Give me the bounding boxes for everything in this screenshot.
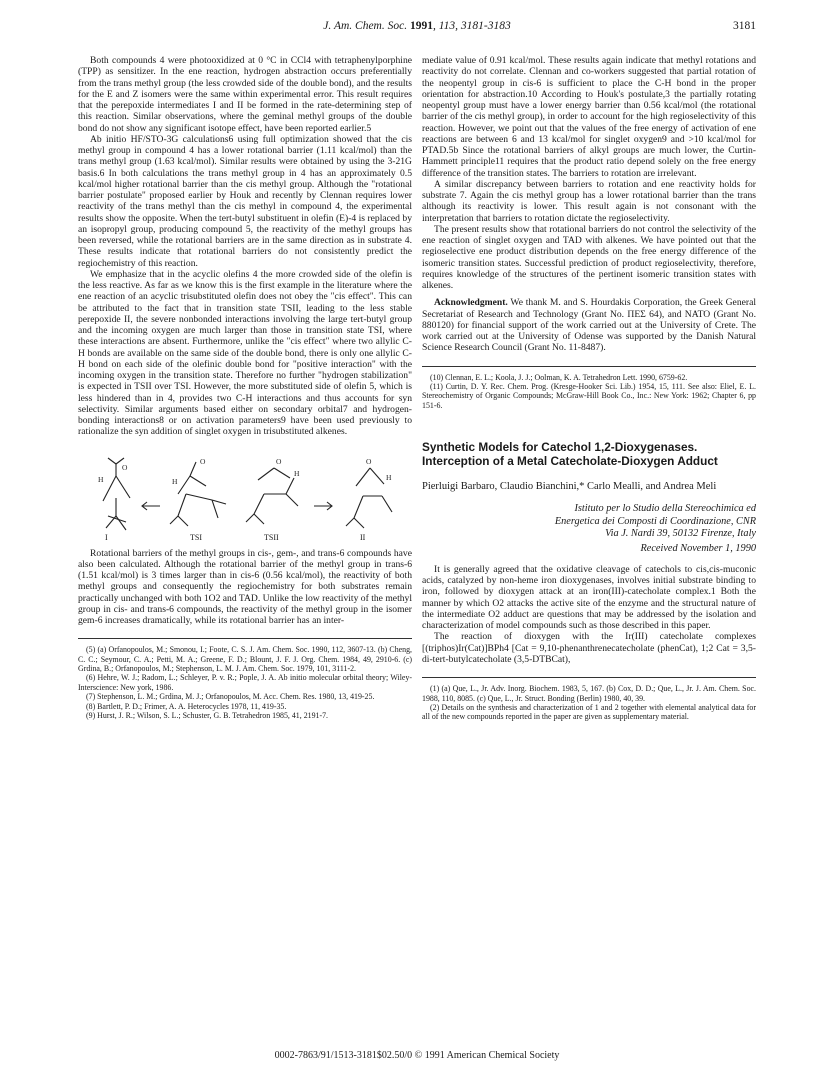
footnote: (11) Curtin, D. Y. Rec. Chem. Prog. (Kresge-Hooker Sci. Lib.) 1954, 15, 111. See also: Eliel, E. L. Stereochemistry of Organic Compounds; McGraw-Hill Book Co., Inc.: New York: 1962; Chapter 6, pp 151-6. [422,381,756,410]
acknowledgment-text: We thank M. and S. Hourdakis Corporation, the Greek General Secretariat of Research and Technology (Grant No. ΠΕΣ 64), and NATO (Grant No. 880120) for financial support of the work carried out at the University of Crete. The work carried out at the University of Odense was supported by the Danish Natural Science Research Council (Grant No. 11-8487). [422,297,756,354]
journal-volume-pages: , 113, 3181-3183 [432,20,511,32]
scheme-label: II [360,532,366,542]
page-number: 3181 [733,20,756,32]
right-column [422,55,756,722]
svg-text:H: H [294,468,300,478]
svg-text:O: O [200,456,206,466]
paragraph: Ab initio HF/STO-3G calculations6 using full optimization showed that the cis methyl group in compound 4 has a lower rotational barrier (1.11 kcal/mol) than the trans methyl group (1.63 kcal/mol). Similar results were obtained by using the 3-21G basis.6 In both calculations the trans methyl group in 4 has an approximately 0.5 kcal/mol higher rotational barrier than the cis methyl group. Although the "rotational barrier postulate" proposed earlier by Houk and recently by Clennan requires lower reactivity of the trans methyl than the cis methyl in compound 4, the experimental results show the opposite. When the tert-butyl substituent in olefin (E)-4 is replaced by an isopropyl group, producing compound 5, the reactivity of the methyl groups has been reversed, while the rotational barriers are in the same direction as in substrate 4. These results indicate that rotational barriers do not consistently predict the regiochemistry of this reaction. [78,133,412,269]
reaction-scheme [78,446,412,542]
svg-text:O: O [366,456,372,466]
paragraph: The present results show that rotational barriers do not control the selectivity of the ene reaction of singlet oxygen and TAD with alkenes. We have pointed out that the regioselective ene product distribution depends on the free energy difference of the isomeric transition states. Successful prediction of product regioselectivity, therefore, requires knowledge of the structures of the pertinent isomeric transition states with alkenes. [422,223,756,291]
article-affiliation [422,503,756,541]
acknowledgment [422,297,756,353]
svg-text:H: H [172,476,178,486]
svg-text:H: H [386,472,392,482]
journal-name: J. Am. Chem. Soc. [323,20,408,32]
paragraph: Rotational barriers of the methyl groups in cis-, gem-, and trans-6 compounds have also been calculated. Although the rotational barrier of the methyl group in trans-6 (1.51 kcal/mol) is 3 times larger than in cis-6 (0.56 kcal/mol), the reactivity of both methyl groups and consequently the regiochemistry for both substrates remain practically unchanged with both 1O2 and TAD. Unlike the low reactivity of the methyl group in cis- and trans-6 compounds, the reactivity of the methyl group in the isomer gem-6 increases dramatically, while its rotational barrier has an inter- [78,547,412,626]
scheme-label: TSII [264,532,279,542]
footnote: (5) (a) Orfanopoulos, M.; Smonou, I.; Foote, C. S. J. Am. Chem. Soc. 1990, 112, 3607-13. (b) Cheng, C. C.; Seymour, C. A.; Petti, M. A.; Greene, F. D.; Blount, J. F. J. Org. Chem. 1984, 49, 2910-6. (c) Grdina, B.; Orfanopoulos, M.; Stephenson, L. M. J. Am. Chem. Soc. 1979, 101, 3111-2. [78,645,412,674]
scheme-label: I [105,532,108,542]
acknowledgment-label: Acknowledgment. [434,297,508,309]
footnote: (7) Stephenson, L. M.; Grdina, M. J.; Orfanopoulos, M. Acc. Chem. Res. 1980, 13, 419-25. [86,692,375,702]
page-footer: 0002-7863/91/1513-3181$02.50/0 © 1991 American Chemical Society [274,1050,560,1061]
svg-text:O: O [122,462,128,472]
paragraph: The reaction of dioxygen with the Ir(III) catecholate complexes [(triphos)Ir(Cat)]BPh4 [Cat = 9,10-phenanthrenecatecholate (phenCat), 1;2 Cat = 3,5-di-tert-butylcatecholate (3,5-DTBCat), [422,631,756,665]
paragraph: A similar discrepancy between barriers to rotation and ene reactivity holds for substrate 7. Again the cis methyl group has a lower rotational barrier than the trans although its reactivity is lower. This result again is not consonant with the interpretation that barriers to rotation dictate the regioselectivity. [422,178,756,224]
article-authors: Pierluigi Barbaro, Claudio Bianchini,* Carlo Mealli, and Andrea Meli [422,481,717,493]
paragraph: We emphasize that in the acyclic olefins 4 the more crowded side of the olefin is the less reactive. As far as we know this is the first example in the literature where the ene reaction of an acyclic trisubstituted olefin does not obey the "cis effect". This can be attributed to the fact that in transition state TSII, leading to the less stable perepoxide II, the severe nonbonded interactions involving the large tert-butyl group and the incoming oxygen are much larger than those in transition state TSI, where these interactions are absent. Furthermore, unlike the "cis effect" where two allylic C-H bonds are available on the same side of the double bond, there is only one allylic C-H bond on each side of the olefinic double bond for "positive interaction" with the incoming oxygen in the transition state. Therefore no further "hydrogen stabilization" is expected in TSII over TSI. However, the more substituted side of olefin 5, which is less hindered than in 4, provides two C-H interactions and thus accounts for syn selectivity. Similar arguments based either on secondary orbital7 and hydrogen-bonding interactions8 or on activation parameters9 have been used previously to rationalize the syn addition of singlet oxygen in trisubstituted alkenes. [78,268,412,438]
footnote: (2) Details on the synthesis and characterization of 1 and 2 together with elemental analytical data for all of the new compounds reported in the paper are given as supplementary material. [422,702,756,722]
footnote: (9) Hurst, J. R.; Wilson, S. L.; Schuster, G. B. Tetrahedron 1985, 41, 2191-7. [86,711,329,721]
scheme-label: TSI [190,532,202,542]
affiliation-line: Via J. Nardi 39, 50132 Firenze, Italy [605,528,756,540]
paragraph: It is generally agreed that the oxidative cleavage of catechols to cis,cis-muconic acids, catalyzed by non-heme iron dioxygenases, involves initial substrate binding to iron, followed by dioxygen attack at an iron(III)-catecholate complex.1 Both the manner by which O2 attacks the active site of the enzyme and the structural nature of the intermediate O2 adduct are questions that may be addressed by the isolation and characterization of model compounds such as those described in this paper. [422,563,756,632]
svg-text:O: O [276,456,282,466]
paragraph: mediate value of 0.91 kcal/mol. These results again indicate that methyl rotations and reactivity do not correlate. Clennan and co-workers suggested that partial rotation of the neopentyl group in cis-6 is sufficient to place the C-H bond in the proper orientation for abstraction.10 According to Houk's postulate,3 the partially rotating neopentyl group must have a lower energy barrier than 0.56 kcal/mol (the rotational barrier of the cis methyl group), in order to account for the high regioselectivity of this reaction. However, we point out that the values of the free energy of activation of ene reactions are between 6 and 13 kcal/mol for singlet oxygen9 and >10 kcal/mol for PTAD.5b Since the rotational barriers of alkyl groups are much lower, the Curtin-Hammett principle11 requires that the product ratio depend solely on the free energy difference of the transition states. The barriers to rotation are irrelevant. [422,55,756,179]
svg-text:H: H [98,474,104,484]
footnote: (10) Clennan, E. L.; Koola, J. J.; Oolman, K. A. Tetrahedron Lett. 1990, 6759-62. [430,372,688,382]
affiliation-line: Istituto per lo Studio della Stereochimica ed [574,503,756,515]
article-title [422,440,756,468]
footnote: (1) (a) Que, L., Jr. Adv. Inorg. Biochem. 1983, 5, 167. (b) Cox, D. D.; Que, L., Jr. J. Am. Chem. Soc. 1988, 110, 8085. (c) Que, L., Jr. Struct. Bonding (Berlin) 1980, 40, 39. [422,684,756,703]
footnote: (8) Bartlett, P. D.; Frimer, A. A. Heterocycles 1978, 11, 419-35. [86,701,287,711]
affiliation-line: Energetica dei Composti di Coordinazione, CNR [554,515,756,527]
journal-citation [78,20,756,32]
left-column [78,55,412,721]
footnote: (6) Hehre, W. J.; Radom, L.; Schleyer, P. v. R.; Pople, J. A. Ab initio molecular orbital theory; Wiley-Interscience: New york, 1986. [78,673,412,692]
journal-year: 1991 [409,20,433,32]
perepoxide-structures [78,446,412,542]
received-date: Received November 1, 1990 [640,542,756,554]
page-header [78,20,756,40]
footnotes [422,366,756,411]
footnotes [78,638,412,720]
article-title-line: Interception of a Metal Catecholate-Dioxygen Adduct [422,454,718,469]
article-title-line: Synthetic Models for Catechol 1,2-Dioxygenases. [422,440,698,455]
paragraph: Both compounds 4 were photooxidized at 0 °C in CCl4 with tetraphenylporphine (TPP) as sensitizer. In the ene reaction, hydrogen abstraction occurs preferentially from the trans methyl group (the less crowded side of the double bond), and the results for the E and Z isomers were the same within experimental error. This result requires that the perepoxide intermediates I and II be formed in the rate-determining step of this reaction. Similar observations, where the geminal methyl groups of the double bond do not show any significant isotope effect, have been reported earlier.5 [78,55,412,134]
footnotes [422,677,756,722]
